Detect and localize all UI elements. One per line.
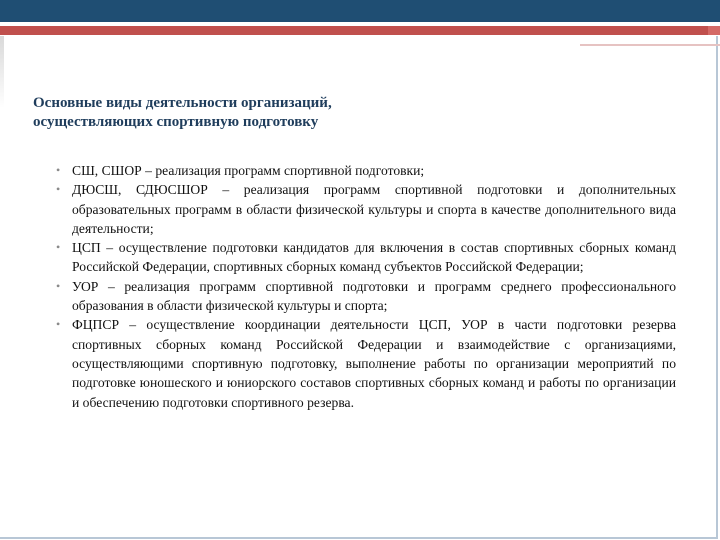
list-item-text: УОР – реализация программ спортивной подготовки и программ среднего профессионального образования в области физической культуры и спорта; — [72, 278, 676, 314]
list-item-text: ФЦПСР – осуществление координации деятельности ЦСП, УОР в части подготовки резерва спортивных сборных команд Российской Федерации и взаимодействие с организациями, осуществляющими спортивную подготовку, выполнение работы по организации мероприятий по подготовке юношеского и юниорского составов спортивных сборных команд и работы по организации и обеспечению подготовки спортивного резерва. — [72, 317, 676, 410]
list-item — [56, 180, 676, 238]
list-item-text: ДЮСШ, СДЮСШОР – реализация программ спортивной подготовки и дополнительных образовательных программ в области физической культуры и спорта в качестве дополнительного вида деятельности; — [72, 182, 676, 236]
activity-list — [56, 161, 676, 412]
bullet-icon: • — [56, 317, 61, 332]
right-accent — [580, 44, 720, 46]
list-item — [56, 315, 676, 411]
bullet-icon: • — [56, 163, 61, 177]
title-line-2: осуществляющих спортивную подготовку — [33, 114, 319, 130]
list-item — [56, 161, 676, 180]
slide-title — [33, 94, 683, 132]
bullet-icon: • — [56, 240, 61, 255]
bullet-icon: • — [56, 278, 61, 293]
top-band — [0, 0, 720, 22]
bullet-icon: • — [56, 182, 61, 197]
list-item — [56, 238, 676, 277]
left-accent — [0, 36, 4, 108]
list-item-text: ЦСП – осуществление подготовки кандидатов для включения в состав спортивных сборных команд Российской Федерации, спортивных сборных команд субъектов Российской Федерации; — [72, 240, 676, 275]
accent-line — [0, 26, 720, 35]
title-line-1: Основные виды деятельности организаций, — [33, 95, 332, 111]
accent-line-segment — [708, 26, 720, 35]
list-item — [56, 277, 676, 316]
list-item-text: СШ, СШОР – реализация программ спортивной подготовки; — [72, 163, 425, 178]
